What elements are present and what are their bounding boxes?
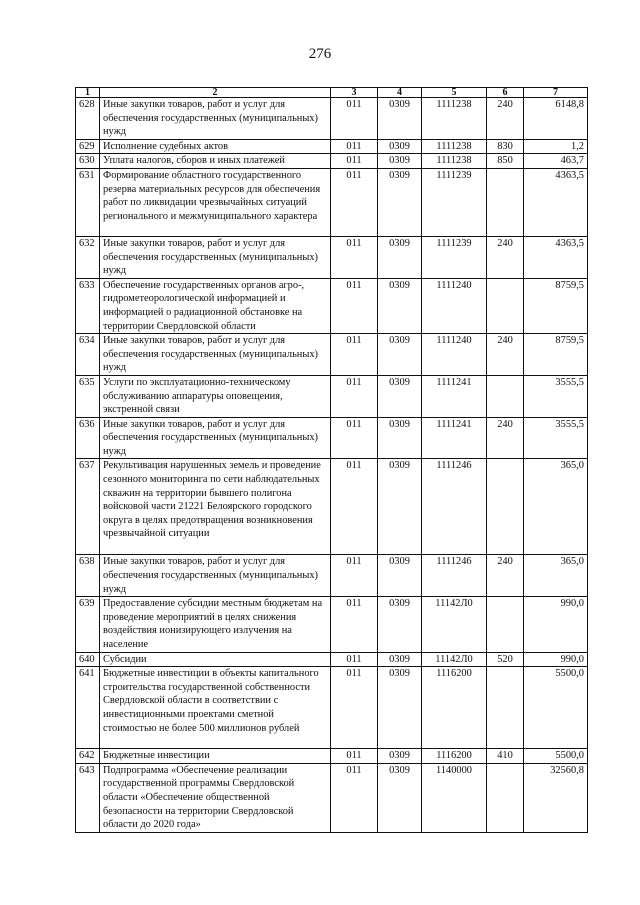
row-number: 642 xyxy=(76,749,100,764)
expense-type-code: 830 xyxy=(487,139,524,154)
table-row xyxy=(76,459,588,555)
amount: 8759,5 xyxy=(524,278,588,333)
amount: 5500,0 xyxy=(524,667,588,749)
ministry-code: 011 xyxy=(331,459,378,555)
table-row xyxy=(76,555,588,597)
expense-type-code xyxy=(487,278,524,333)
expense-name: Предоставление субсидии местным бюджетам на проведение мероприятий в целях снижения воздействия ионизирующего излучения на население xyxy=(100,597,331,652)
table-row xyxy=(76,168,588,236)
expense-name: Исполнение судебных актов xyxy=(100,139,331,154)
row-number: 643 xyxy=(76,763,100,832)
target-article-code: 1111238 xyxy=(422,98,487,140)
target-article-code: 1111240 xyxy=(422,334,487,376)
section-code: 0309 xyxy=(378,236,422,278)
expense-name: Субсидии xyxy=(100,652,331,667)
table-row xyxy=(76,98,588,140)
ministry-code: 011 xyxy=(331,139,378,154)
target-article-code: 1116200 xyxy=(422,667,487,749)
row-number: 638 xyxy=(76,555,100,597)
section-code: 0309 xyxy=(378,334,422,376)
section-code: 0309 xyxy=(378,139,422,154)
table-row xyxy=(76,417,588,459)
amount: 1,2 xyxy=(524,139,588,154)
target-article-code: 1111241 xyxy=(422,375,487,417)
ministry-code: 011 xyxy=(331,555,378,597)
expense-name: Иные закупки товаров, работ и услуг для обеспечения государственных (муниципальных) нужд xyxy=(100,417,331,459)
target-article-code: 1111238 xyxy=(422,154,487,169)
expense-type-code: 240 xyxy=(487,236,524,278)
ministry-code: 011 xyxy=(331,236,378,278)
header-row xyxy=(76,88,588,98)
row-number: 641 xyxy=(76,667,100,749)
col-header-6: 6 xyxy=(487,88,524,98)
amount: 463,7 xyxy=(524,154,588,169)
row-number: 640 xyxy=(76,652,100,667)
page-number: 276 xyxy=(308,46,332,62)
table-row xyxy=(76,667,588,749)
row-number: 628 xyxy=(76,98,100,140)
expense-name: Уплата налогов, сборов и иных платежей xyxy=(100,154,331,169)
section-code: 0309 xyxy=(378,667,422,749)
expense-name: Услуги по эксплуатационно-техническому обслуживанию аппаратуры оповещения, экстренной связи xyxy=(100,375,331,417)
amount: 4363,5 xyxy=(524,168,588,236)
ministry-code: 011 xyxy=(331,278,378,333)
section-code: 0309 xyxy=(378,652,422,667)
budget-table xyxy=(75,87,588,833)
row-number: 630 xyxy=(76,154,100,169)
table-row xyxy=(76,236,588,278)
section-code: 0309 xyxy=(378,763,422,832)
amount: 990,0 xyxy=(524,652,588,667)
target-article-code: 1111238 xyxy=(422,139,487,154)
section-code: 0309 xyxy=(378,597,422,652)
expense-type-code xyxy=(487,667,524,749)
row-number: 629 xyxy=(76,139,100,154)
row-number: 634 xyxy=(76,334,100,376)
expense-name: Бюджетные инвестиции в объекты капитального строительства государственной собственности Свердловской области в соответствии с инвестиционными проектами сметной стоимостью не более 500 миллионов рублей xyxy=(100,667,331,749)
expense-type-code: 850 xyxy=(487,154,524,169)
amount: 3555,5 xyxy=(524,375,588,417)
table-row xyxy=(76,763,588,832)
amount: 6148,8 xyxy=(524,98,588,140)
amount: 990,0 xyxy=(524,597,588,652)
target-article-code: 11142Л0 xyxy=(422,597,487,652)
expense-name: Подпрограмма «Обеспечение реализации государственной программы Свердловской области «Обеспечение общественной безопасности на территории Свердловской области до 2020 года» xyxy=(100,763,331,832)
table-row xyxy=(76,652,588,667)
expense-type-code: 240 xyxy=(487,555,524,597)
table-row xyxy=(76,597,588,652)
target-article-code: 1111239 xyxy=(422,168,487,236)
col-header-4: 4 xyxy=(378,88,422,98)
row-number: 637 xyxy=(76,459,100,555)
target-article-code: 1116200 xyxy=(422,749,487,764)
table-row xyxy=(76,334,588,376)
section-code: 0309 xyxy=(378,417,422,459)
target-article-code: 1111246 xyxy=(422,459,487,555)
ministry-code: 011 xyxy=(331,98,378,140)
row-number: 631 xyxy=(76,168,100,236)
col-header-5: 5 xyxy=(422,88,487,98)
target-article-code: 1111246 xyxy=(422,555,487,597)
col-header-3: 3 xyxy=(331,88,378,98)
target-article-code: 1140000 xyxy=(422,763,487,832)
ministry-code: 011 xyxy=(331,667,378,749)
amount: 32560,8 xyxy=(524,763,588,832)
target-article-code: 1111241 xyxy=(422,417,487,459)
expense-type-code xyxy=(487,597,524,652)
table-row xyxy=(76,749,588,764)
table-row xyxy=(76,139,588,154)
section-code: 0309 xyxy=(378,168,422,236)
section-code: 0309 xyxy=(378,749,422,764)
ministry-code: 011 xyxy=(331,154,378,169)
col-header-2: 2 xyxy=(100,88,331,98)
expense-name: Рекультивация нарушенных земель и проведение сезонного мониторинга по сети наблюдательных скважин на территории бывшего полигона войсковой части 21221 Белоярского городского округа в целях предотвращения возникновения чрезвычайной ситуации xyxy=(100,459,331,555)
amount: 365,0 xyxy=(524,555,588,597)
section-code: 0309 xyxy=(378,555,422,597)
ministry-code: 011 xyxy=(331,652,378,667)
ministry-code: 011 xyxy=(331,749,378,764)
col-header-1: 1 xyxy=(76,88,100,98)
row-number: 633 xyxy=(76,278,100,333)
expense-type-code xyxy=(487,168,524,236)
table-row xyxy=(76,375,588,417)
expense-name: Иные закупки товаров, работ и услуг для обеспечения государственных (муниципальных) нужд xyxy=(100,98,331,140)
col-header-7: 7 xyxy=(524,88,588,98)
amount: 5500,0 xyxy=(524,749,588,764)
row-number: 639 xyxy=(76,597,100,652)
section-code: 0309 xyxy=(378,375,422,417)
row-number: 636 xyxy=(76,417,100,459)
target-article-code: 1111239 xyxy=(422,236,487,278)
amount: 8759,5 xyxy=(524,334,588,376)
ministry-code: 011 xyxy=(331,417,378,459)
amount: 3555,5 xyxy=(524,417,588,459)
expense-type-code xyxy=(487,375,524,417)
expense-type-code: 410 xyxy=(487,749,524,764)
row-number: 635 xyxy=(76,375,100,417)
expense-type-code xyxy=(487,763,524,832)
ministry-code: 011 xyxy=(331,334,378,376)
section-code: 0309 xyxy=(378,278,422,333)
section-code: 0309 xyxy=(378,98,422,140)
row-number: 632 xyxy=(76,236,100,278)
expense-name: Формирование областного государственного резерва материальных ресурсов для обеспечения работ по ликвидации чрезвычайных ситуаций регионального и межмуниципального характера xyxy=(100,168,331,236)
expense-name: Иные закупки товаров, работ и услуг для обеспечения государственных (муниципальных) нужд xyxy=(100,236,331,278)
expense-name: Иные закупки товаров, работ и услуг для обеспечения государственных (муниципальных) нужд xyxy=(100,334,331,376)
expense-type-code: 240 xyxy=(487,98,524,140)
target-article-code: 1111240 xyxy=(422,278,487,333)
table-row xyxy=(76,154,588,169)
table-row xyxy=(76,278,588,333)
expense-name: Бюджетные инвестиции xyxy=(100,749,331,764)
ministry-code: 011 xyxy=(331,375,378,417)
amount: 365,0 xyxy=(524,459,588,555)
ministry-code: 011 xyxy=(331,763,378,832)
expense-type-code: 240 xyxy=(487,417,524,459)
section-code: 0309 xyxy=(378,154,422,169)
ministry-code: 011 xyxy=(331,597,378,652)
expense-type-code: 240 xyxy=(487,334,524,376)
amount: 4363,5 xyxy=(524,236,588,278)
target-article-code: 11142Л0 xyxy=(422,652,487,667)
expense-name: Обеспечение государственных органов агро-, гидрометеорологической информацией и информацией о радиационной обстановке на территории Свердловской области xyxy=(100,278,331,333)
expense-name: Иные закупки товаров, работ и услуг для обеспечения государственных (муниципальных) нужд xyxy=(100,555,331,597)
expense-type-code xyxy=(487,459,524,555)
ministry-code: 011 xyxy=(331,168,378,236)
expense-type-code: 520 xyxy=(487,652,524,667)
section-code: 0309 xyxy=(378,459,422,555)
